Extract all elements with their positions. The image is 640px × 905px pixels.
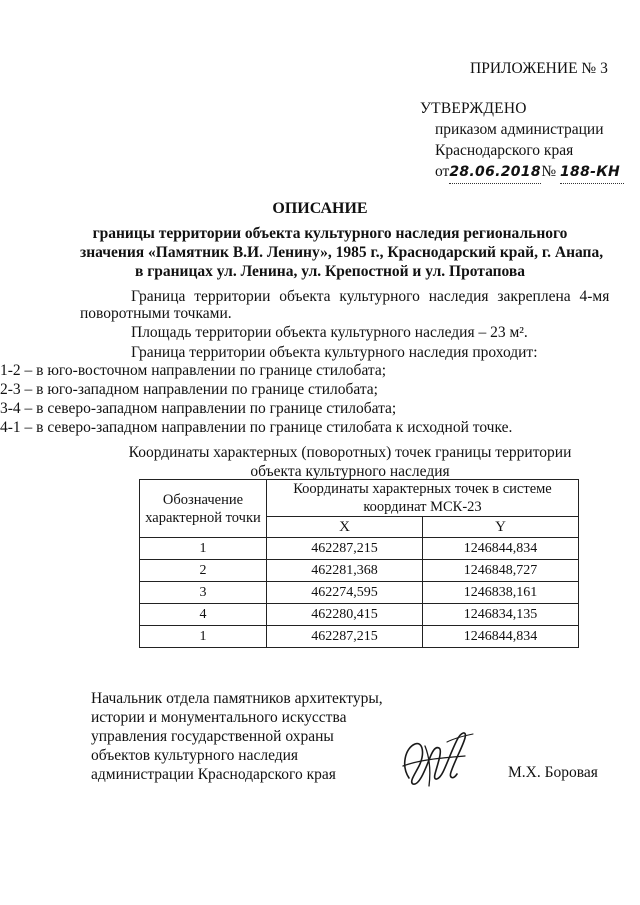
signatory-title-line: администрации Краснодарского края: [91, 766, 336, 783]
appendix-label: ПРИЛОЖЕНИЕ № 3: [470, 60, 608, 77]
cell-x: 462281,368: [267, 560, 423, 582]
table-header-row: [140, 480, 579, 517]
signer-name: М.Х. Боровая: [508, 764, 598, 781]
paragraph-boundary-intro: Граница территории объекта культурного наследия проходит:: [131, 344, 538, 361]
boundary-segment-3-4: 3-4 – в северо-западном направлении по границе стилобата;: [0, 400, 397, 417]
cell-y: 1246848,727: [423, 560, 579, 582]
handwritten-number: 188-КН: [560, 162, 624, 184]
approved-label: УТВЕРЖДЕНО: [420, 100, 527, 117]
paragraph-points-line-1: Граница территории объекта культурного наследия закреплена 4-мя: [131, 288, 610, 305]
paragraph-points-line-2: поворотными точками.: [80, 305, 232, 322]
table-caption-line-2: объекта культурного наследия: [250, 463, 450, 480]
signatory-title-line: истории и монументального искусства: [91, 709, 347, 726]
cell-x: 462280,415: [267, 604, 423, 626]
signatory-title: [91, 689, 383, 784]
table-row: [140, 538, 579, 560]
cell-y: 1246834,135: [423, 604, 579, 626]
column-header-x: X: [267, 517, 423, 538]
handwritten-signature: [395, 726, 480, 791]
cell-x: 462287,215: [267, 538, 423, 560]
cell-point: 3: [140, 582, 267, 604]
column-header-coordinates: Координаты характерных точек в системе координат МСК-23: [267, 480, 579, 517]
subtitle-line: в границах ул. Ленина, ул. Крепостной и ул. Протапова: [134, 263, 526, 280]
boundary-segment-2-3: 2-3 – в юго-западном направлении по границе стилобата;: [0, 381, 378, 398]
signatory-title-line: Начальник отдела памятников архитектуры,: [91, 690, 383, 707]
number-prefix: №: [541, 163, 557, 180]
cell-x: 462274,595: [267, 582, 423, 604]
table-caption: [110, 443, 590, 481]
order-line-1: приказом администрации: [435, 121, 604, 138]
signatory-title-line: объектов культурного наследия: [91, 747, 299, 764]
subtitle-line: границы территории объекта культурного наследия регионального: [92, 225, 568, 242]
table-row: [140, 626, 579, 648]
cell-y: 1246844,834: [423, 626, 579, 648]
coordinates-table: [139, 479, 579, 648]
cell-y: 1246838,161: [423, 582, 579, 604]
cell-point: 1: [140, 626, 267, 648]
signatory-title-line: управления государственной охраны: [91, 728, 334, 745]
date-prefix: от: [435, 163, 450, 180]
paragraph-area: Площадь территории объекта культурного наследия – 23 м².: [131, 324, 528, 341]
approval-stamp: [420, 98, 624, 184]
column-header-y: Y: [423, 517, 579, 538]
document-title: ОПИСАНИЕ: [272, 200, 368, 217]
table-row: [140, 582, 579, 604]
cell-x: 462287,215: [267, 626, 423, 648]
table-caption-line-1: Координаты характерных (поворотных) точек границы территории: [128, 444, 572, 461]
order-date-number: [420, 161, 624, 184]
handwritten-date: 28.06.2018: [449, 162, 541, 184]
cell-point: 2: [140, 560, 267, 582]
table-row: [140, 560, 579, 582]
cell-point: 1: [140, 538, 267, 560]
boundary-segment-4-1: 4-1 – в северо-западном направлении по границе стилобата к исходной точке.: [0, 419, 513, 436]
order-line-2: Краснодарского края: [435, 142, 574, 159]
table-row: [140, 604, 579, 626]
cell-y: 1246844,834: [423, 538, 579, 560]
boundary-segment-1-2: 1-2 – в юго-восточном направлении по границе стилобата;: [0, 362, 387, 379]
subtitle-line: значения «Памятник В.И. Ленину», 1985 г., Краснодарский край, г. Анапа,: [80, 244, 604, 261]
document-subtitle: [80, 224, 604, 281]
column-header-designation: Обозначение характерной точки: [140, 480, 267, 538]
cell-point: 4: [140, 604, 267, 626]
